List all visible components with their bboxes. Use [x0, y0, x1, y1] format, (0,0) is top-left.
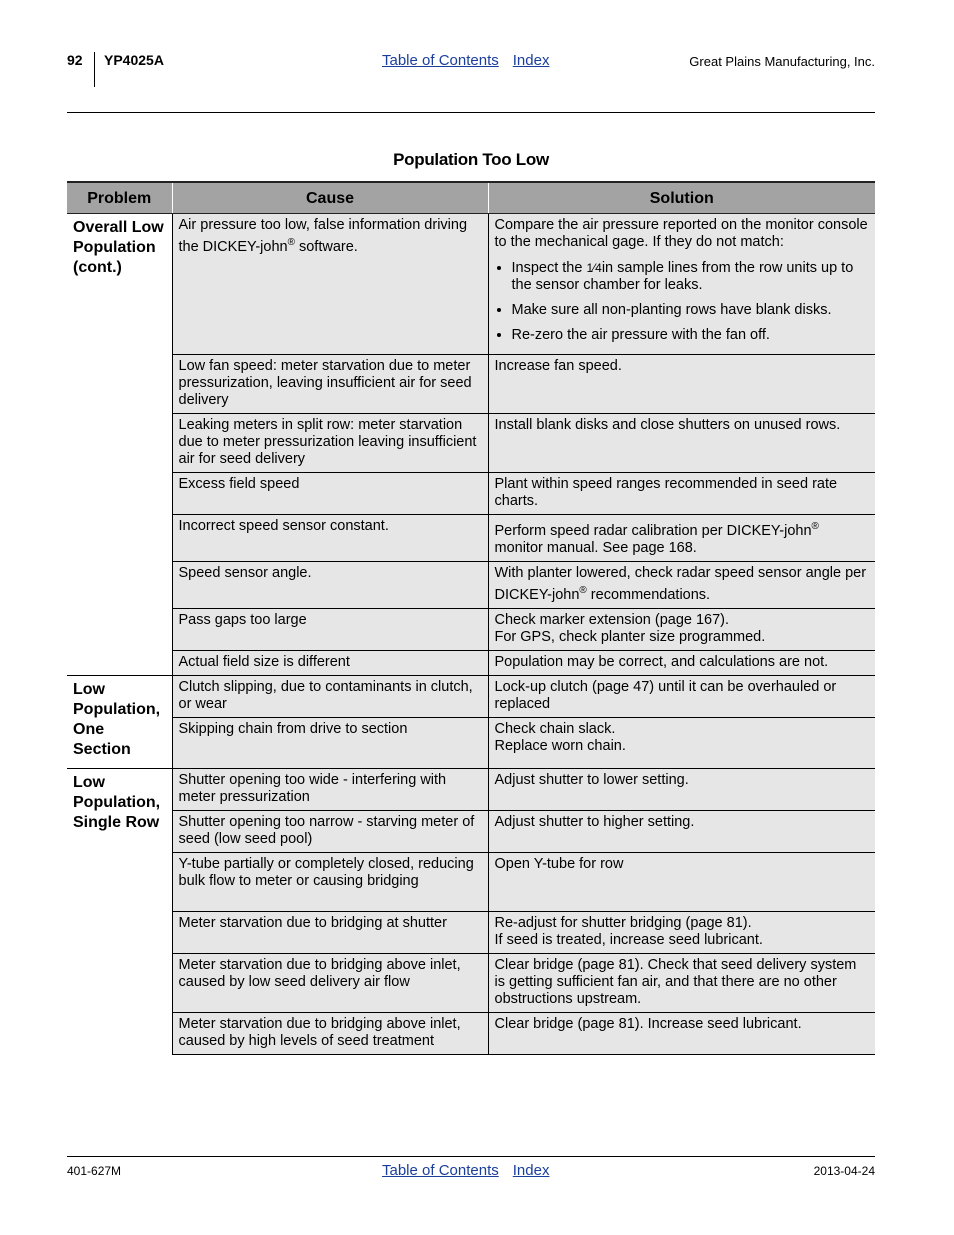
problem-cell: Low Population, One Section — [67, 675, 172, 768]
table-row — [67, 214, 875, 355]
list-item: • Re-zero the air pressure with the fan off. — [512, 327, 870, 344]
table-row — [67, 561, 875, 608]
table-row — [67, 608, 875, 650]
cause-cell: Meter starvation due to bridging above inlet, caused by low seed delivery air flow — [172, 953, 488, 1012]
table-row — [67, 953, 875, 1012]
cause-cell: Air pressure too low, false information driving the DICKEY-john® software. — [172, 214, 488, 355]
registered-mark: ® — [579, 584, 587, 596]
solution-cell: Open Y-tube for row — [488, 852, 875, 911]
cause-cell: Leaking meters in split row: meter starvation due to meter pressurization leaving insufficient air for seed delivery — [172, 414, 488, 473]
cause-cell: Excess field speed — [172, 473, 488, 515]
table-row — [67, 810, 875, 852]
header-solution: Solution — [488, 182, 875, 214]
table-row — [67, 768, 875, 810]
page-header — [67, 52, 875, 92]
page-number: 92 — [67, 52, 83, 68]
solution-cell: Compare the air pressure reported on the monitor console to the mechanical gage. If they do not match: • Inspect the 1⁄4in sample lines from the row units up to the sensor chamber for leaks. • Make sure all non-planting rows have blank disks. • Re-zero the air pressure with the fan off. — [488, 214, 875, 355]
solution-cell: Clear bridge (page 81). Increase seed lubricant. — [488, 1012, 875, 1054]
solution-cell: Increase fan speed. — [488, 355, 875, 414]
index-link[interactable]: Index — [512, 52, 550, 69]
problem-cell: Overall Low Population (cont.) — [67, 214, 172, 676]
solution-cell: Lock-up clutch (page 47) until it can be overhauled or replaced — [488, 675, 875, 717]
header-cause: Cause — [172, 182, 488, 214]
doc-number: 401-627M — [67, 1164, 122, 1178]
cause-cell: Y-tube partially or completely closed, reducing bulk flow to meter or causing bridging — [172, 852, 488, 911]
table-row — [67, 515, 875, 562]
list-item: • Inspect the 1⁄4in sample lines from the row units up to the sensor chamber for leaks. — [512, 260, 870, 294]
troubleshooting-table — [67, 181, 875, 1055]
table-row — [67, 852, 875, 911]
list-item: • Make sure all non-planting rows have blank disks. — [512, 302, 870, 319]
model-number: YP4025A — [104, 52, 164, 68]
cause-cell: Low fan speed: meter starvation due to meter pressurization, leaving insufficient air for seed delivery — [172, 355, 488, 414]
toc-link[interactable]: Table of Contents — [382, 52, 499, 69]
cause-cell: Shutter opening too wide - interfering with meter pressurization — [172, 768, 488, 810]
table-row — [67, 1012, 875, 1054]
page-footer — [67, 1162, 875, 1186]
table-row — [67, 675, 875, 717]
solution-cell: Adjust shutter to lower setting. — [488, 768, 875, 810]
table-header-row — [67, 182, 875, 214]
solution-cell: Install blank disks and close shutters on unused rows. — [488, 414, 875, 473]
toc-link[interactable]: Table of Contents — [382, 1162, 499, 1179]
header-divider — [94, 52, 95, 87]
solution-cell: With planter lowered, check radar speed sensor angle per DICKEY-john® recommendations. — [488, 561, 875, 608]
solution-cell: Perform speed radar calibration per DICKEY-john® monitor manual. See page 168. — [488, 515, 875, 562]
solution-bullets — [495, 260, 870, 344]
header-problem: Problem — [67, 182, 172, 214]
cause-cell: Pass gaps too large — [172, 608, 488, 650]
cause-cell: Incorrect speed sensor constant. — [172, 515, 488, 562]
problem-cell: Low Population, Single Row — [67, 768, 172, 1054]
table-row — [67, 650, 875, 675]
registered-mark: ® — [811, 521, 819, 532]
header-rule — [67, 112, 875, 113]
table-row — [67, 911, 875, 953]
table-row — [67, 473, 875, 515]
table-row — [67, 414, 875, 473]
solution-cell: Clear bridge (page 81). Check that seed delivery system is getting sufficient fan air, and that there are no other obstructions upstream. — [488, 953, 875, 1012]
header-nav — [382, 52, 563, 69]
table-row — [67, 717, 875, 768]
index-link[interactable]: Index — [512, 1162, 550, 1179]
cause-cell: Shutter opening too narrow - starving meter of seed (low seed pool) — [172, 810, 488, 852]
company-name: Great Plains Manufacturing, Inc. — [689, 54, 875, 69]
cause-cell: Skipping chain from drive to section — [172, 717, 488, 768]
table-row — [67, 355, 875, 414]
page-title: Population Too Low — [393, 150, 549, 169]
cause-cell: Meter starvation due to bridging at shutter — [172, 911, 488, 953]
solution-cell: Check marker extension (page 167). For GPS, check planter size programmed. — [488, 608, 875, 650]
cause-cell: Actual field size is different — [172, 650, 488, 675]
cause-cell: Speed sensor angle. — [172, 561, 488, 608]
cause-cell: Clutch slipping, due to contaminants in clutch, or wear — [172, 675, 488, 717]
footer-nav — [382, 1162, 563, 1179]
solution-cell: Population may be correct, and calculations are not. — [488, 650, 875, 675]
solution-cell: Check chain slack. Replace worn chain. — [488, 717, 875, 768]
cause-cell: Meter starvation due to bridging above inlet, caused by high levels of seed treatment — [172, 1012, 488, 1054]
footer-rule — [67, 1156, 875, 1157]
solution-cell: Plant within speed ranges recommended in seed rate charts. — [488, 473, 875, 515]
publication-date: 2013-04-24 — [813, 1164, 875, 1178]
solution-cell: Adjust shutter to higher setting. — [488, 810, 875, 852]
registered-mark: ® — [287, 237, 295, 248]
solution-cell: Re-adjust for shutter bridging (page 81). If seed is treated, increase seed lubricant. — [488, 911, 875, 953]
fraction: 1⁄4 — [586, 261, 602, 275]
